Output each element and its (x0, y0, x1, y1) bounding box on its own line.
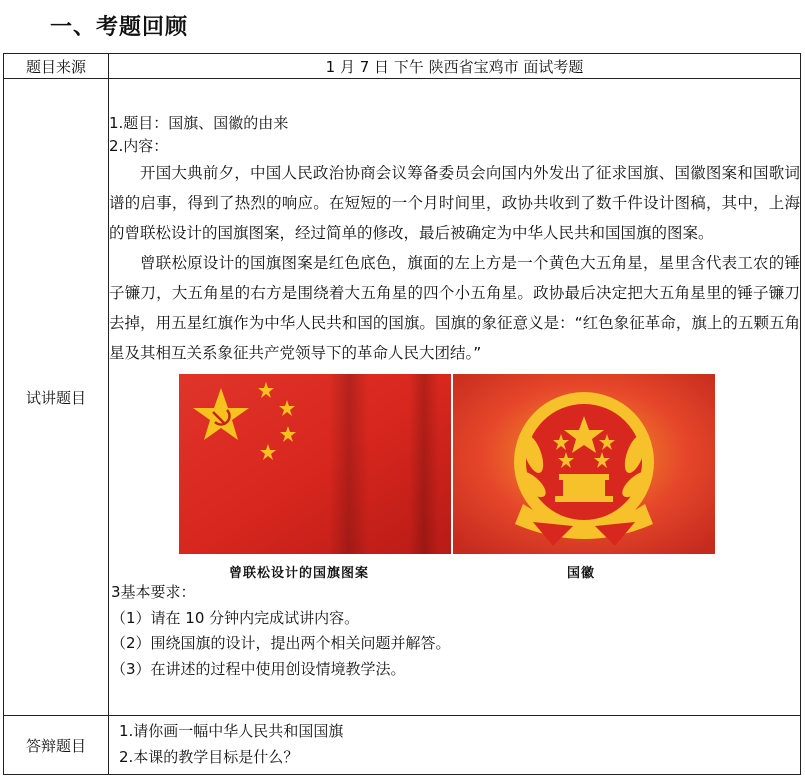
requirement-item: （3）在讲述的过程中使用创设情境教学法。 (111, 659, 406, 678)
flag-svg (179, 374, 451, 554)
national-emblem-image (453, 374, 715, 554)
flag-caption: 曾联松设计的国旗图案 (229, 566, 370, 581)
source-label: 题目来源 (4, 54, 109, 79)
paragraph-1: 开国大典前夕，中国人民政治协商会议筹备委员会向国内外发出了征求国旗、国徽图案和国歌词谱的启事，得到了热烈的响应。在短短的一个月时间里，政协共收到了数千件设计图稿，其中，上海的曾联松设计的国旗图案，经过简单的修改，最后被确定为中华人民共和国国旗的图案。 (109, 164, 800, 242)
lecture-content (109, 79, 801, 716)
paragraph-2: 曾联松原设计的国旗图案是红色底色，旗面的左上方是一个黄色大五角星，星里含代表工农的锤子镰刀，大五角星的右方是围绕着大五角星的四个小五角星。政协最后决定把大五角星里的锤子镰刀去掉，用五星红旗作为中华人民共和国的国旗。国旗的象征意义是：“红色象征革命，旗上的五颗五角星及其相互关系象征共产党领导下的革命人民大团结。” (109, 254, 800, 362)
defense-question: 2.本课的教学目标是什么？ (119, 748, 299, 766)
requirement-item: （2）围绕国旗的设计，提出两个相关问题并解答。 (111, 634, 451, 652)
defense-content (109, 716, 801, 775)
lecture-title-line: 1.题目：国旗、国徽的由来 (109, 114, 289, 132)
requirements-heading: 3基本要求： (111, 583, 196, 601)
image-area (109, 374, 800, 580)
exam-table (3, 53, 801, 775)
emblem-svg (453, 374, 715, 554)
defense-question: 1.请你画一幅中华人民共和国国旗 (119, 722, 344, 740)
emblem-caption: 国徽 (567, 566, 596, 581)
content-heading: 2.内容： (109, 137, 169, 155)
requirement-item: （1）请在 10 分钟内完成试讲内容。 (111, 608, 360, 627)
defense-row (4, 716, 801, 775)
section-heading: 一、考题回顾 (50, 15, 189, 40)
flag-design-image (179, 374, 451, 554)
defense-label: 答辩题目 (4, 716, 109, 775)
lecture-row (4, 79, 801, 716)
source-row (4, 54, 801, 79)
source-value: 1 月 7 日 下午 陕西省宝鸡市 面试考题 (109, 54, 801, 79)
lecture-label: 试讲题目 (4, 79, 109, 716)
